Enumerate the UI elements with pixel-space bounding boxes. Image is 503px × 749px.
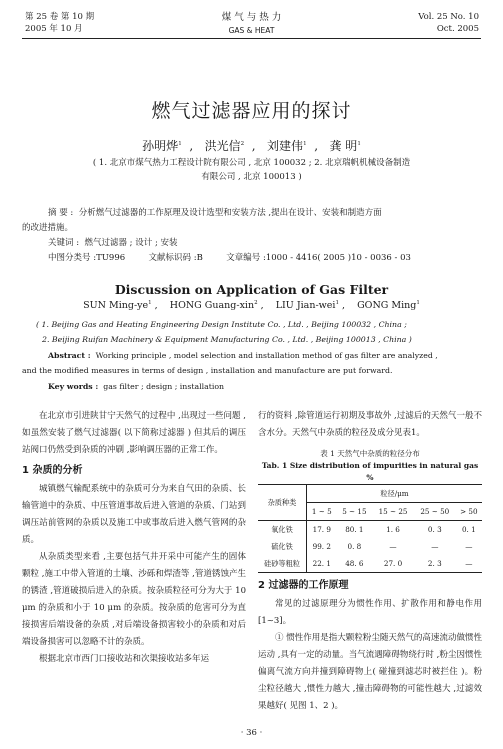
journal-date: 2005 年 10 月 [25, 24, 83, 34]
english-affiliation-2: 2. Beijing Ruifan Machinery & Equipment Manufacturing Co. , Ltd. , Beijing 100013 , China ) [42, 335, 412, 344]
paragraph: 在北京市引进陕甘宁天然气的过程中 ,出现过一些问题 ,如虽然安装了燃气过滤器( 以下简称过滤器 ) 但其后的调压站阀口仍然受到杂质的冲刷 ,影响调压器的正常工作。 [22, 411, 246, 455]
table-group-header: 粒径/μm [307, 485, 483, 503]
en-author-sup: 2 [254, 300, 258, 306]
paragraph: ① 惯性作用是指大颗粒粉尘随天然气的高速流动做惯性运动 ,具有一定的动量。当气流遇障碍物绕行时 ,粉尘因惯性偏离气流方向并撞到障碍物上( 碰撞到滤芯时被拦住 )。粉尘粒径越大 ,惯性力越大 ,撞击障碍物的可能性越大 ,过滤效果越好( 见图 1、2 )。 [258, 633, 482, 711]
english-keywords [48, 380, 224, 393]
left-column [22, 408, 246, 668]
table-col-header: 1 ~ 5 [307, 503, 337, 521]
table-caption-en: Tab. 1 Size distribution of impurities in natural gas % [261, 461, 479, 482]
keywords-text: 燃气过滤器 ; 设计 ; 安装 [84, 238, 178, 248]
english-authors: SUN Ming-$ye^1$ , HONG Guang-xin$^2$ , LIU Jian-wei$^1$ , GONG Ming$^1$ [83, 300, 420, 312]
english-abstract-label: Abstract : [48, 351, 91, 360]
affiliation-line2: 有限公司 , 北京 100013 ) [201, 172, 302, 182]
table-cell: 48. 6 [345, 559, 364, 568]
table-cell: 硅砂等粗粒 [264, 559, 300, 568]
table-col-header: 25 ~ 50 [420, 507, 450, 516]
table-col-header: 5 ~ 15 [342, 507, 367, 516]
section-heading: 1 杂质的分析 [22, 465, 83, 476]
en-author-sup: 1 [416, 300, 420, 306]
paragraph: 常见的过滤原理分为惯性作用、扩散作用和静电作用 [1~3]。 [258, 599, 482, 626]
author-name: 孙明烨 [142, 139, 179, 153]
table-cell: — [465, 542, 473, 551]
impurity-table [258, 484, 482, 573]
header-rule [22, 38, 481, 39]
table-cell: 22. 1 [307, 555, 337, 573]
page-title: 燃气过滤器应用的探讨 [151, 100, 352, 122]
affiliation-line1: ( 1. 北京市煤气热力工程设计院有限公司 , 北京 100032 ; 2. 北京瑞帆机械设备制造 [92, 158, 411, 168]
en-author-name: GONG Ming [357, 300, 417, 312]
right-column [258, 408, 482, 715]
table-cell: — [431, 542, 439, 551]
author-list: 孙明烨$^1$ , 洪光信$^2$ , 刘建伟$^1$ , 龚 明$^1$ [142, 139, 361, 153]
paragraph: 行的资料 ,除管道运行初期及事故外 ,过滤后的天然气一般不含水分。天然气中杂质的粒径及成分见表1。 [258, 411, 482, 438]
table-cell: 0. 1 [461, 525, 476, 534]
article-label: 文章编号 : [226, 253, 266, 263]
author-sup: 1 [178, 141, 182, 147]
table-cell: 80. 1 [345, 525, 364, 534]
section-heading: 2 过滤器的工作原理 [258, 580, 349, 591]
keywords-label: 关键词 : [48, 238, 80, 248]
english-affiliation-1: ( 1. Beijing Gas and Heating Engineering Design Institute Co. , Ltd. , Beijing 100032 , China ; [36, 320, 407, 329]
clc-value: TU996 [96, 253, 126, 263]
journal-name: 煤 气 与 热 力 [221, 12, 282, 23]
abstract-zh-cont: 的改进措施。 [22, 223, 74, 233]
classification-line [48, 251, 488, 266]
table-cell: 0. 8 [347, 542, 362, 551]
table-caption: 表 1 天然气中杂质的粒径分布 [320, 449, 420, 458]
author-name: 洪光信 [204, 139, 241, 153]
abstract-label: 摘 要 : [48, 208, 74, 218]
paragraph: 城镇燃气输配系统中的杂质可分为来自气田的杂质、长输管道中的杂质、中压管道事故后进入管道的杂质、门站到调压站前管网的杂质以及施工中或事故后进入燃气管网的杂质。 [22, 484, 246, 545]
en-author-sup: 1 [335, 300, 339, 306]
table-cell: 0. 3 [427, 525, 442, 534]
author-sup: 2 [240, 141, 245, 147]
journal-vol-en: Vol. 25 No. 10 [418, 12, 479, 22]
english-title: Discussion on Application of Gas Filter [114, 282, 389, 297]
en-author-sup: 1 [148, 300, 152, 306]
english-abstract-cont: and the modified measures in terms of design , installation and manufacture are put forward. [22, 366, 393, 375]
en-author-name: LIU Jian-wei [275, 300, 336, 312]
table-cell: 2. 3 [427, 559, 442, 568]
table-cell: 17. 9 [307, 521, 337, 539]
abstract-zh [48, 206, 468, 221]
journal-volume: 第 25 卷 第 10 期 [25, 12, 95, 22]
abstract-text: 分析燃气过滤器的工作原理及设计选型和安装方法 ,提出在设计、安装和制造方面 [78, 208, 382, 218]
english-abstract-text: Working principle , model selection and installation method of gas filter are analyzed , [95, 351, 438, 360]
table-row-header: 杂质种类 [258, 485, 307, 521]
en-author-name: HONG Guang-xin [169, 300, 255, 312]
en-author-name: SUN Ming-ye [83, 300, 149, 312]
table-cell: 27. 0 [383, 559, 403, 568]
page-number: · 36 · [240, 728, 263, 738]
doc-value: B [196, 253, 203, 263]
table-cell: 1. 6 [386, 525, 400, 534]
doc-label: 文献标识码 : [148, 253, 197, 263]
author-name: 龚 明 [329, 139, 358, 153]
table-row [258, 521, 482, 539]
author-name: 刘建伟 [267, 139, 304, 153]
table-cell: 氧化铁 [271, 525, 293, 534]
table-cell: 硫化铁 [271, 542, 293, 551]
author-sup: 1 [357, 141, 361, 147]
english-abstract [48, 349, 438, 362]
english-keywords-label: Key words : [48, 382, 99, 391]
paragraph: 从杂质类型来看 ,主要包括气井开采中可能产生的固体颗粒 ,施工中带入管道的土壤、沙砾和焊渣等 ,管道锈蚀产生的锈渣 ,管道破损后进入的杂质。按杂质粒径可分为大于 10 μm 的杂质和小于 10 μm 的杂质。按杂质的危害可分为直接损害后端设备的杂质 ,对后端设备损害较小的杂质和对后端设备损害可以忽略不计的杂质。 [22, 552, 246, 647]
table-row [258, 538, 482, 555]
journal-name-en: GAS & HEAT [228, 26, 275, 35]
table-cell: 99. 2 [307, 538, 337, 555]
table-col-header: > 50 [460, 507, 478, 516]
table-cell: — [465, 559, 473, 568]
table-cell: — [389, 542, 397, 551]
journal-date-en: Oct. 2005 [436, 24, 479, 34]
paragraph: 根据北京市西门口接收站和次渠接收站多年运 [39, 654, 210, 664]
clc-label: 中图分类号 : [48, 253, 97, 263]
author-sup: 1 [303, 141, 307, 147]
keywords-zh [48, 236, 178, 251]
table-row [258, 555, 482, 573]
article-value: 1000 - 4416( 2005 )10 - 0036 - 03 [265, 253, 411, 263]
english-keywords-text: gas filter ; design ; installation [103, 382, 225, 391]
table-col-header: 15 ~ 25 [378, 507, 408, 516]
